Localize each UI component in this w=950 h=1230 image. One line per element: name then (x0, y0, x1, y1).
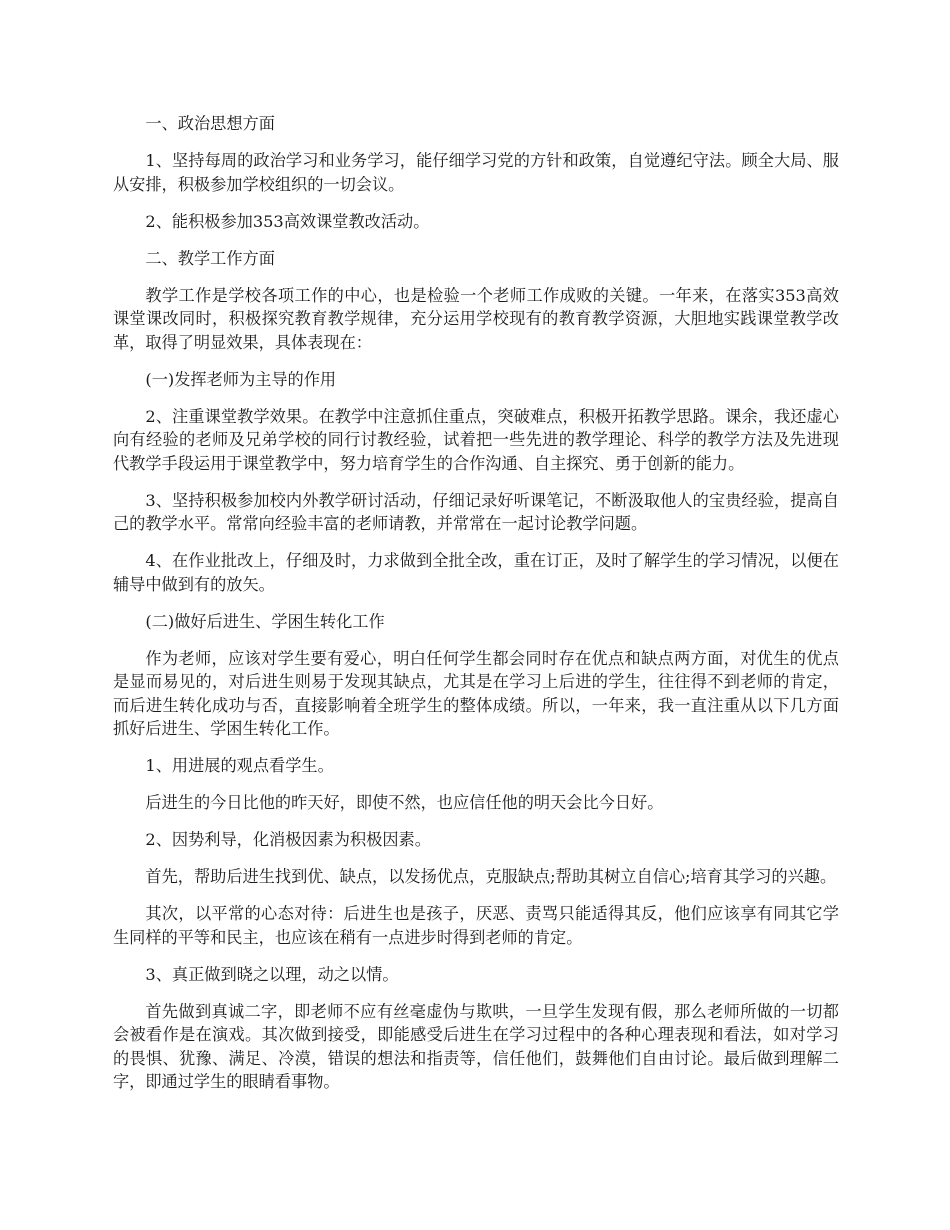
paragraph: 其次，以平常的心态对待：后进生也是孩子，厌恶、责骂只能适得其反，他们应该享有同其它学生同样的平等和民主，也应该在稍有一点进步时得到老师的肯定。 (113, 904, 839, 947)
section-heading-teaching: 二、教学工作方面 (145, 248, 275, 268)
paragraph: 教学工作是学校各项工作的中心，也是检验一个老师工作成败的关键。一年来，在落实353高效课堂课改同时，积极探究教育教学规律，充分运用学校现有的教育教学资源，大胆地实践课堂教学改革，取得了明显效果，具体表现在： (113, 285, 839, 352)
section-heading-political: 一、政治思想方面 (145, 114, 275, 133)
paragraph: 2、能积极参加353高效课堂教改活动。 (145, 211, 430, 231)
list-item-heading: 1、用进展的观点看学生。 (145, 756, 334, 775)
paragraph: 首先做到真诚二字，即老师不应有丝毫虚伪与欺哄，一旦学生发现有假，那么老师所做的一切都会被看作是在演戏。其次做到接受，即能感受后进生在学习过程中的各种心理表现和看法，如对学习的畏惧、犹豫、满足、冷漠，错误的想法和指责等，信任他们，鼓舞他们自由讨论。最后做到理解二字，即通过学生的眼睛看事物。 (113, 1001, 839, 1091)
subsection-heading: (二)做好后进生、学困生转化工作 (145, 611, 385, 631)
subsection-heading: (一)发挥老师为主导的作用 (145, 369, 337, 389)
list-item-heading: 2、因势利导，化消极因素为积极因素。 (145, 830, 431, 849)
paragraph: 1、坚持每周的政治学习和业务学习，能仔细学习党的方针和政策，自觉遵纪守法。顾全大局、服从安排，积极参加学校组织的一切会议。 (113, 151, 839, 194)
paragraph: 2、注重课堂教学效果。在教学中注意抓住重点，突破难点，积极开拓教学思路。课余，我还虚心向有经验的老师及兄弟学校的同行讨教经验，试着把一些先进的教学理论、科学的教学方法及先进现代教学手段运用于课堂教学中，努力培育学生的合作沟通、自主探究、勇于创新的能力。 (113, 406, 839, 473)
paragraph: 首先，帮助后进生找到优、缺点，以发扬优点，克服缺点;帮助其树立自信心;培育其学习的兴趣。 (145, 867, 837, 886)
paragraph: 3、坚持积极参加校内外教学研讨活动，仔细记录好听课笔记，不断汲取他人的宝贵经验，提高自己的教学水平。常常向经验丰富的老师请教，并常常在一起讨论教学问题。 (113, 490, 839, 533)
paragraph: 4、在作业批改上，仔细及时，力求做到全批全改，重在订正，及时了解学生的学习情况，以便在辅导中做到有的放矢。 (113, 551, 839, 594)
list-item-heading: 3、真正做到晓之以理，动之以情。 (145, 964, 399, 984)
paragraph: 后进生的今日比他的昨天好，即使不然，也应信任他的明天会比今日好。 (145, 793, 664, 812)
document-body (113, 112, 839, 1107)
paragraph: 作为老师，应该对学生要有爱心，明白任何学生都会同时存在优点和缺点两方面，对优生的优点是显而易见的，对后进生则易于发现其缺点，尤其是在学习上后进的学生，往往得不到老师的肯定，而后进生转化成功与否，直接影响着全班学生的整体成绩。所以，一年来，我一直注重从以下几方面抓好后进生、学困生转化工作。 (113, 648, 839, 738)
